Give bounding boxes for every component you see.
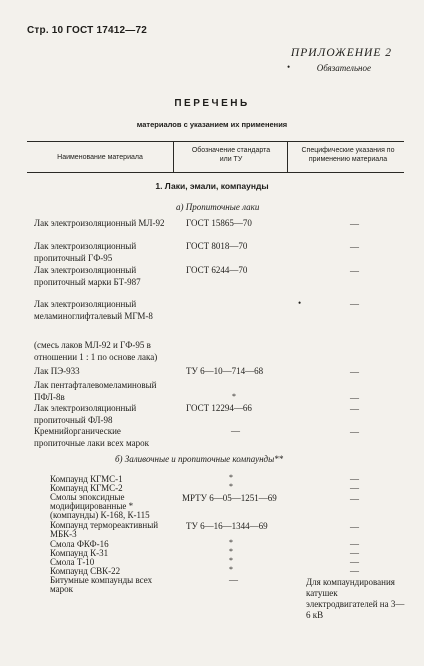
compound-row-7: Смола Т-10	[50, 557, 95, 567]
compound-standard-8: *	[229, 565, 233, 574]
note-row-2: —	[350, 242, 359, 252]
material-row-4-note: (смесь лаков МЛ-92 и ГФ-95 в отношении 1 : 1 по основе лака)	[34, 340, 158, 362]
note-row-5: —	[350, 367, 359, 377]
column-header-notes: Специфические указания по применению материала	[301, 147, 395, 163]
column-header-material: Наименование материала	[57, 154, 143, 161]
note-row-7: —	[350, 404, 359, 414]
material-row-5: Лак ПЭ-933	[34, 366, 80, 376]
compound-row-2: Компаунд КГМС-2	[50, 483, 123, 493]
appendix-title: ПРИЛОЖЕНИЕ 2	[290, 47, 392, 59]
subsection-a-title: а) Пропиточные лаки	[176, 202, 260, 212]
material-row-8: Кремнийорганические пропиточные лаки всех марок	[34, 426, 150, 448]
standard-row-5: ТУ 6—10—714—68	[186, 366, 264, 376]
note-row-8: —	[350, 427, 359, 437]
compound-note-7: —	[350, 557, 359, 567]
compound-note-5: —	[350, 539, 359, 549]
material-row-3: Лак электроизоляционный пропиточный марки БТ-987	[34, 265, 141, 287]
material-row-7: Лак электроизоляционный пропиточный ФЛ-98	[34, 403, 137, 425]
compound-row-4: Компаунд термореактивный МБК-3	[50, 520, 159, 539]
compound-note-2: —	[350, 483, 359, 493]
compound-note-9: Для компаундирования катушек электродвигателей на 3—6 кВ	[306, 577, 405, 620]
standard-row-3: ГОСТ 6244—70	[186, 265, 248, 275]
table-header-bottom-rule	[27, 172, 404, 173]
compound-note-1: —	[350, 474, 359, 484]
document-subtitle: материалов с указанием их применения	[136, 120, 288, 129]
compound-standard-4: ТУ 6—16—1344—69	[186, 521, 268, 531]
compound-standard-6: *	[229, 547, 233, 556]
note-row-3: —	[350, 266, 359, 276]
compound-row-8: Компаунд СВК-22	[50, 566, 121, 576]
compound-row-9: Битумные компаунды всех марок	[50, 575, 153, 594]
table-header-divider-1	[173, 141, 174, 172]
compound-standard-1: *	[229, 473, 233, 482]
compound-standard-2: *	[229, 482, 233, 491]
subsection-b-title: б) Заливочные и пропиточные компаунды**	[115, 454, 284, 464]
compound-note-8: —	[350, 566, 359, 576]
stray-dot: •	[298, 298, 302, 308]
compound-standard-7: *	[229, 556, 233, 565]
compound-note-6: —	[350, 548, 359, 558]
table-header-divider-2	[287, 141, 288, 172]
compound-row-1: Компаунд КГМС-1	[50, 474, 123, 484]
standard-row-2: ГОСТ 8018—70	[186, 241, 248, 251]
compound-note-4: —	[350, 522, 359, 532]
material-row-1: Лак электроизоляционный МЛ-92	[34, 218, 165, 228]
section-1-title: 1. Лаки, эмали, компаунды	[155, 181, 269, 191]
page-label: Стр. 10 ГОСТ 17412—72	[27, 25, 147, 36]
standard-row-7: ГОСТ 12294—66	[186, 403, 252, 413]
compound-standard-3: МРТУ 6—05—1251—69	[182, 493, 277, 503]
note-row-1: —	[350, 219, 359, 229]
stray-mark: •	[287, 62, 291, 72]
material-row-2: Лак электроизоляционный пропиточный ГФ-95	[34, 241, 137, 263]
document-title: ПЕРЕЧЕНЬ	[174, 98, 250, 109]
column-header-standard: Обозначение стандарта или ТУ	[191, 147, 271, 163]
compound-row-3: Смолы эпоксидные модифицированные * (компаунды) К-168, К-115	[50, 492, 150, 520]
standard-row-1: ГОСТ 15865—70	[186, 218, 252, 228]
compound-standard-5: *	[229, 538, 233, 547]
note-row-4: —	[350, 299, 359, 309]
compound-note-3: —	[350, 494, 359, 504]
appendix-subtitle: Обязательное	[316, 63, 371, 73]
material-row-6: Лак пентафталевомеламиновый ПФЛ-8в	[34, 380, 157, 402]
material-row-4: Лак электроизоляционный меламиноглифталевый МГМ-8	[34, 299, 153, 321]
note-row-6: —	[350, 393, 359, 403]
compound-row-6: Компаунд К-31	[50, 548, 109, 558]
table-header-top-rule	[27, 141, 404, 142]
standard-row-8: —	[231, 426, 240, 436]
standard-row-6: *	[232, 392, 236, 401]
compound-row-5: Смола ФКФ-16	[50, 539, 109, 549]
compound-standard-9: —	[229, 575, 238, 585]
